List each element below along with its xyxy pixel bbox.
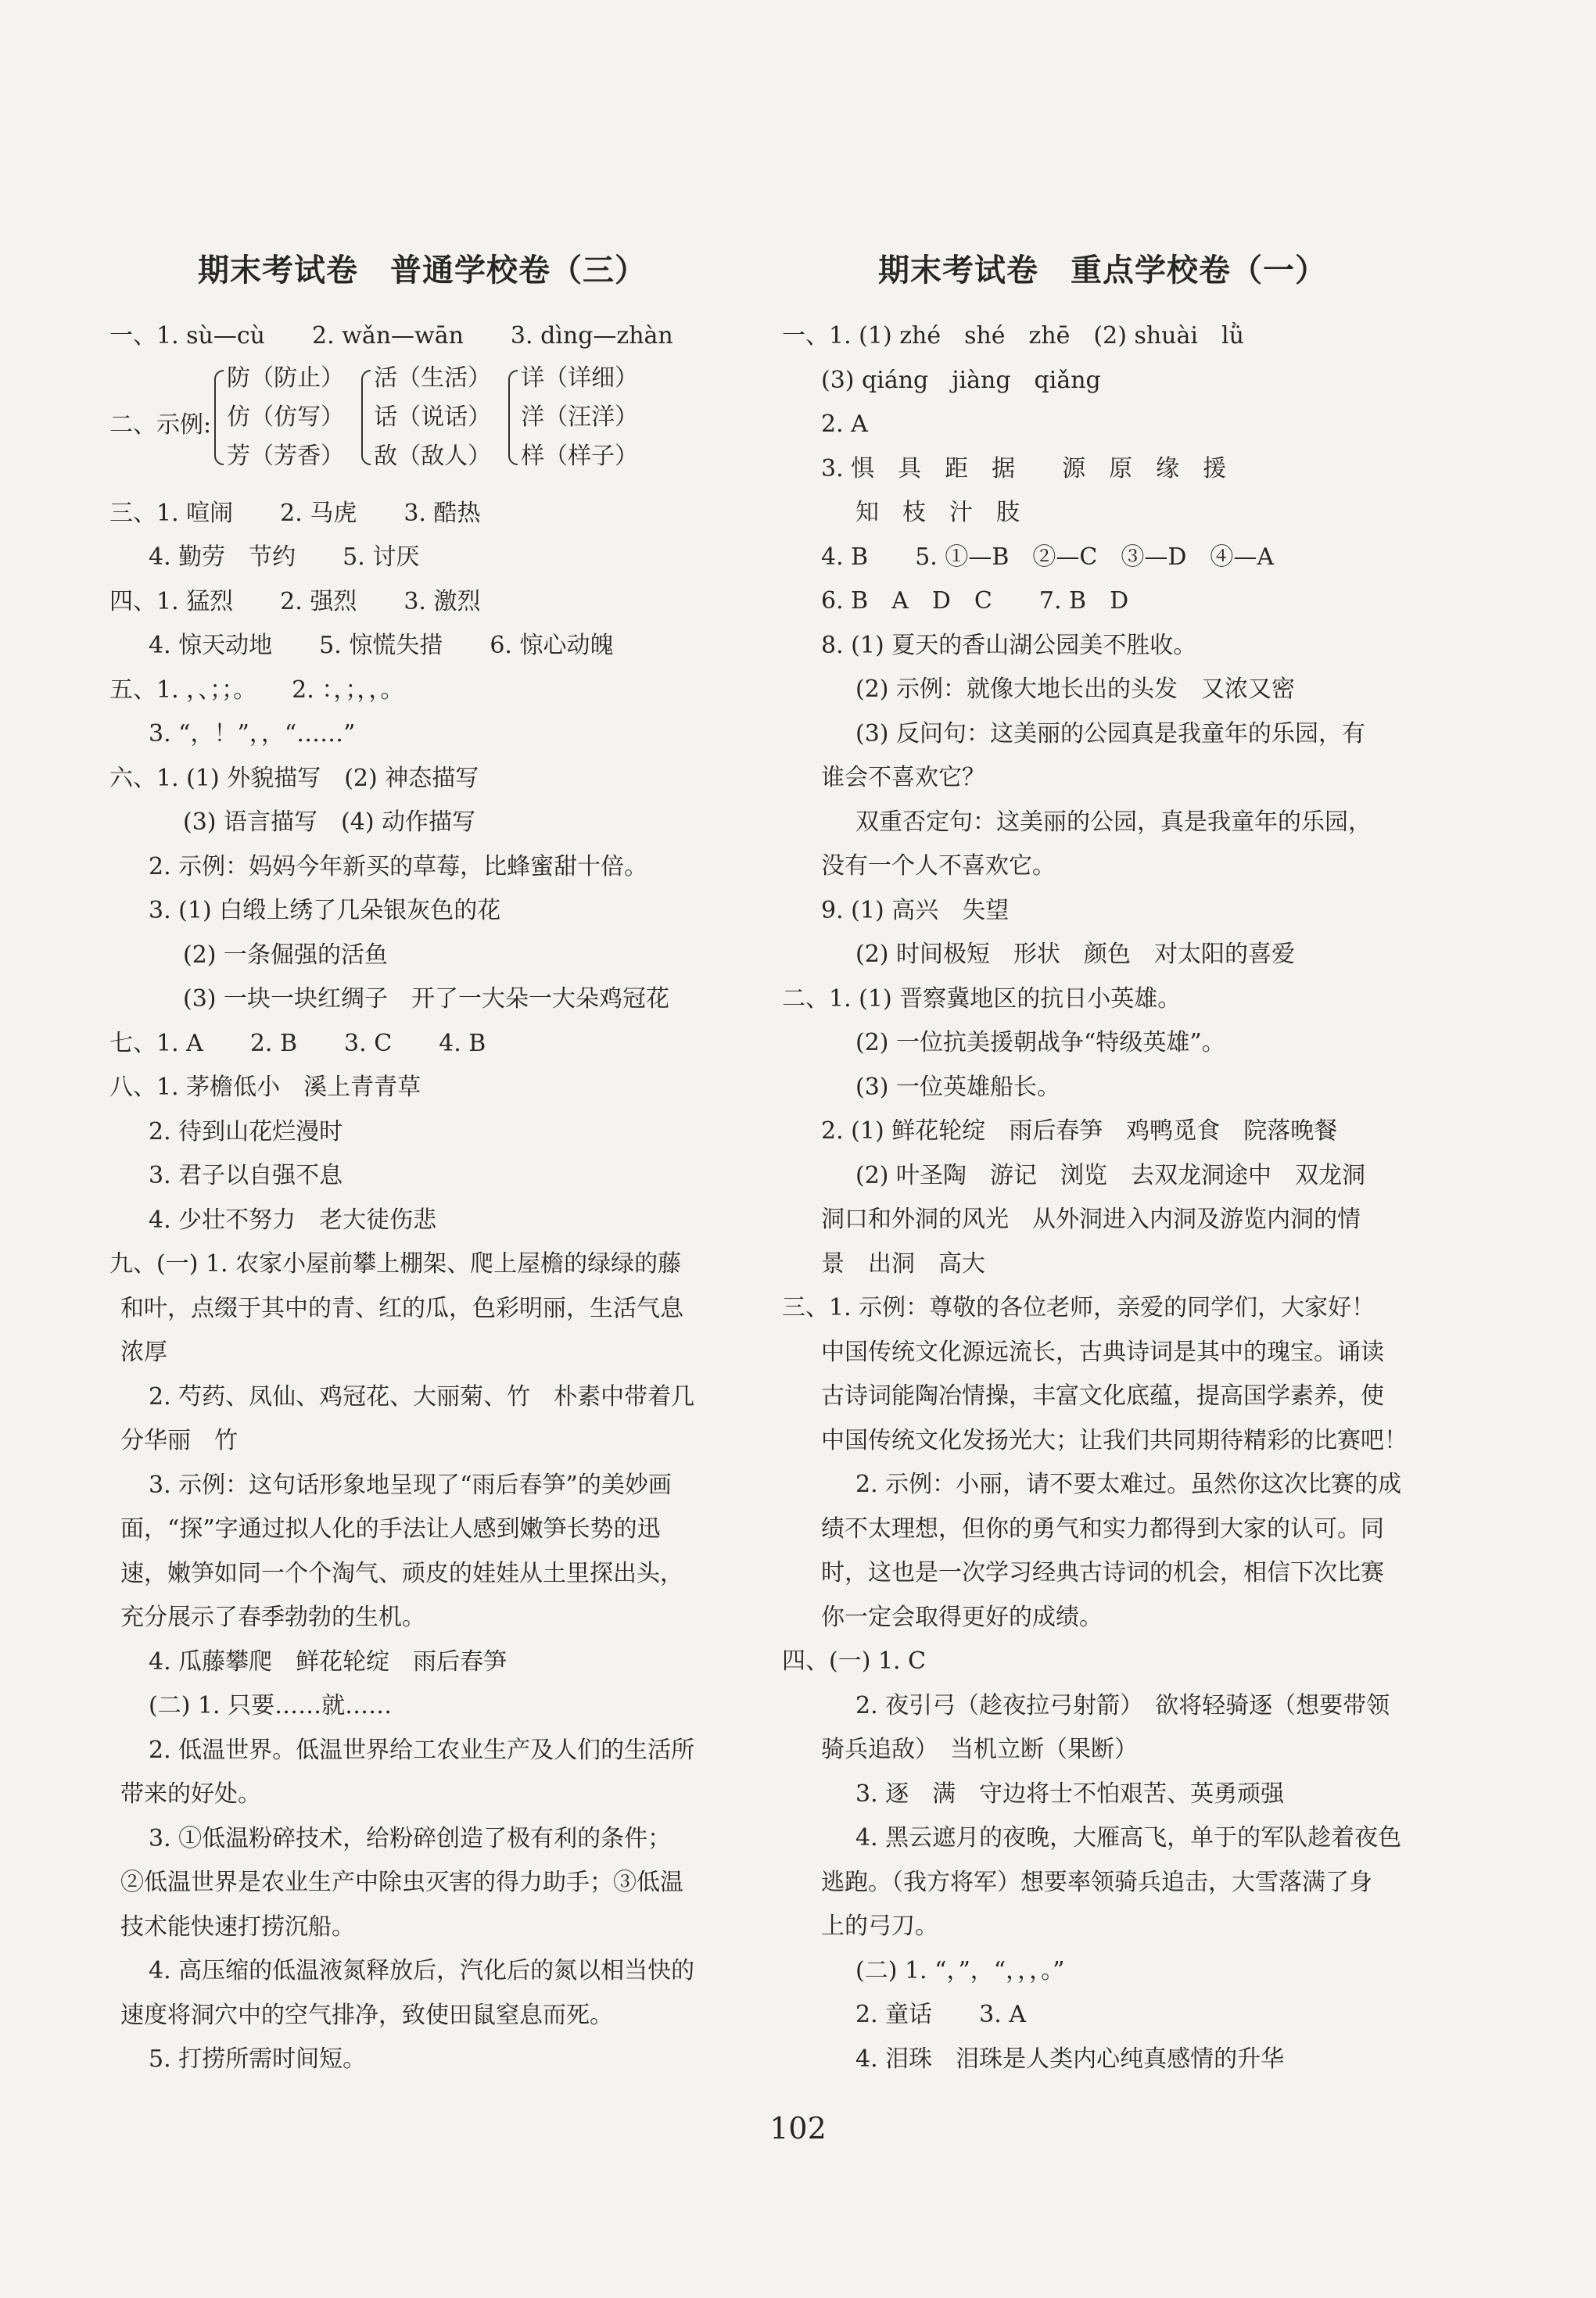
answer-line: 中国传统文化源远流长，古典诗词是其中的瑰宝。诵读 [821, 1338, 1384, 1366]
answer-line: 面，“探”字通过拟人化的手法让人感到嫩笋长势的迅 [120, 1515, 661, 1543]
answer-line: 2. 低温世界。低温世界给工农业生产及人们的生活所 [149, 1736, 695, 1764]
answer-line: 充分展示了春季勃勃的生机。 [120, 1604, 425, 1631]
answer-line: 6. B A D C 7. B D [821, 587, 1129, 615]
answer-line: 速度将洞穴中的空气排净，致使田鼠窒息而死。 [120, 2001, 613, 2029]
answer-line: 4. 泪珠 泪珠是人类内心纯真感情的升华 [855, 2045, 1285, 2073]
answer-line: 2. 待到山花烂漫时 [149, 1117, 343, 1145]
answer-line: 2. 夜引弓（趁夜拉弓射箭） 欲将轻骑逐（想要带领 [855, 1691, 1390, 1719]
answer-line: (3) 反问句：这美丽的公园真是我童年的乐园，有 [855, 719, 1366, 747]
answer-line: 9. (1) 高兴 失望 [821, 896, 1010, 924]
answer-line: 3. ①低温粉碎技术，给粉碎创造了极有利的条件； [149, 1824, 672, 1852]
answer-line: (2) 时间极短 形状 颜色 对太阳的喜爱 [855, 941, 1296, 968]
brace-icon [214, 370, 224, 465]
answer-line: 2. (1) 鲜花轮绽 雨后春笋 鸡鸭觅食 院落晚餐 [821, 1117, 1338, 1145]
example-item: 洋（汪洋） [521, 403, 639, 431]
example-groups [211, 359, 652, 476]
answer-line: 一、1. (1) zhé shé zhē (2) shuài lǜ [782, 322, 1244, 350]
left-lines-before [109, 314, 735, 359]
answer-line: 4. 惊天动地 5. 惊慌失措 6. 惊心动魄 [149, 632, 614, 659]
answer-line: 8. (1) 夏天的香山湖公园美不胜收。 [821, 631, 1197, 659]
left-lines [109, 492, 735, 2082]
right-lines [782, 314, 1423, 2081]
answer-line: 双重否定句：这美丽的公园，真是我童年的乐园， [855, 808, 1372, 836]
right-column [782, 249, 1423, 2081]
answer-line: 时，这也是一次学习经典古诗词的机会，相信下次比赛 [821, 1559, 1384, 1586]
answer-line: (3) 语言描写 (4) 动作描写 [183, 808, 476, 836]
right-column-title: 期末考试卷 重点学校卷（一） [878, 253, 1327, 289]
answer-line: 五、1. ，、；；。 2. ：，；，，。 [109, 676, 404, 704]
example-group [214, 359, 344, 476]
answer-line: 4. B 5. ①—B ②—C ③—D ④—A [821, 543, 1275, 571]
answer-line: 速，嫩笋如同一个个淘气、顽皮的娃娃从土里探出头， [120, 1559, 683, 1587]
answer-line: 4. 高压缩的低温液氮释放后，汽化后的氮以相当快的 [149, 1957, 695, 1984]
answer-line: (2) 示例：就像大地长出的头发 又浓又密 [855, 676, 1296, 703]
answer-line: (2) 叶圣陶 游记 浏览 去双龙洞途中 双龙洞 [855, 1161, 1366, 1189]
example-item: 防（防止） [227, 364, 345, 392]
answer-line: (二) 1. “，”，“，，，。” [855, 1956, 1065, 1984]
answer-line: 一、1. sù—cù 2. wǎn—wān 3. dìng—zhàn [109, 322, 673, 350]
answer-line: 分华丽 竹 [120, 1427, 238, 1454]
page-number: 102 [769, 2111, 827, 2146]
answer-line: 二、1. (1) 晋察冀地区的抗日小英雄。 [782, 984, 1182, 1013]
answer-line: (3) 一位英雄船长。 [855, 1073, 1061, 1101]
answer-line: 古诗词能陶冶情操，丰富文化底蕴，提高国学素养，使 [821, 1382, 1384, 1410]
example-group [508, 359, 638, 476]
brace-icon [508, 370, 518, 465]
example-label: 二、示例: [109, 410, 212, 439]
answer-line: (3) 一块一块红绸子 开了一大朵一大朵鸡冠花 [183, 985, 670, 1013]
answer-line: 绩不太理想，但你的勇气和实力都得到大家的认可。同 [821, 1515, 1384, 1543]
left-column-title: 期末考试卷 普通学校卷（三） [198, 253, 647, 289]
example-item: 敌（敌人） [374, 442, 492, 470]
left-column [109, 249, 735, 2082]
answer-line: 2. 示例：妈妈今年新买的草莓，比蜂蜜甜十倍。 [149, 852, 648, 880]
answer-line: 4. 瓜藤攀爬 鲜花轮绽 雨后春笋 [149, 1647, 507, 1676]
answer-line: 3. 逐 满 守边将士不怕艰苦、英勇顽强 [855, 1780, 1285, 1808]
answer-line: 技术能快速打捞沉船。 [120, 1913, 355, 1941]
answer-line: 洞口和外洞的风光 从外洞进入内洞及游览内洞的情 [821, 1206, 1361, 1233]
answer-line: 3. “，！”，，“……” [149, 720, 356, 747]
answer-line: 5. 打捞所需时间短。 [149, 2045, 367, 2073]
example-item: 详（详细） [521, 364, 639, 392]
answer-line: 4. 少壮不努力 老大徒伤悲 [149, 1206, 437, 1234]
answer-line: 知 枝 汁 肢 [855, 499, 1020, 526]
example-item: 活（生活） [374, 364, 492, 392]
answer-line: 和叶，点缀于其中的青、红的瓜，色彩明丽，生活气息 [120, 1294, 683, 1322]
answer-line: 你一定会取得更好的成绩。 [821, 1603, 1103, 1631]
answer-line: 2. A [821, 410, 868, 438]
brace-icon [361, 370, 371, 465]
answer-line: 三、1. 喧闹 2. 马虎 3. 酷热 [109, 499, 481, 527]
example-item: 话（说话） [374, 403, 492, 431]
answer-line: 没有一个人不喜欢它。 [821, 852, 1056, 880]
answer-line: 3. 惧 具 距 据 源 原 缘 援 [821, 454, 1227, 482]
answer-line: 4. 黑云遮月的夜晚，大雁高飞，单于的军队趁着夜色 [855, 1824, 1402, 1852]
answer-line: 六、1. (1) 外貌描写 (2) 神态描写 [109, 764, 479, 792]
answer-line: (2) 一条倔强的活鱼 [183, 941, 389, 969]
answer-line: 谁会不喜欢它？ [821, 764, 985, 791]
answer-line: 浓厚 [120, 1339, 167, 1366]
answer-line: 中国传统文化发扬光大；让我们共同期待精彩的比赛吧！ [821, 1426, 1408, 1454]
answer-line: 四、1. 猛烈 2. 强烈 3. 激烈 [109, 587, 481, 615]
answer-line: 八、1. 茅檐低小 溪上青青草 [109, 1074, 421, 1101]
answer-line: ②低温世界是农业生产中除虫灭害的得力助手；③低温 [120, 1869, 683, 1896]
answer-line: 七、1. A 2. B 3. C 4. B [109, 1029, 486, 1057]
example-row [109, 359, 735, 492]
answer-line: (3) qiáng jiàng qiǎng [821, 366, 1101, 394]
example-group [361, 359, 491, 476]
answer-line: 3. 君子以自强不息 [149, 1162, 343, 1189]
answer-line: 逃跑。（我方将军）想要率领骑兵追击，大雪落满了身 [821, 1868, 1372, 1896]
answer-line: 2. 示例：小丽，请不要太难过。虽然你这次比赛的成 [855, 1471, 1402, 1498]
answer-line: (二) 1. 只要……就…… [149, 1692, 393, 1719]
answer-line: 四、(一) 1. C [782, 1647, 927, 1675]
answer-line: (2) 一位抗美援朝战争“特级英雄”。 [855, 1029, 1225, 1056]
example-item: 芳（芳香） [227, 442, 345, 470]
answer-line: 骑兵追敌） 当机立断（果断） [821, 1736, 1138, 1763]
answer-line: 九、(一) 1. 农家小屋前攀上棚架、爬上屋檐的绿绿的藤 [109, 1250, 682, 1278]
answer-line: 上的弓刀。 [821, 1913, 938, 1940]
answer-line: 三、1. 示例：尊敬的各位老师，亲爱的同学们，大家好！ [782, 1294, 1375, 1321]
answer-line: 2. 童话 3. A [855, 2001, 1026, 2028]
answer-line: 景 出洞 高大 [821, 1249, 985, 1278]
answer-line: 3. 示例：这句话形象地呈现了“雨后春笋”的美妙画 [149, 1471, 672, 1499]
example-item: 仿（仿写） [227, 403, 345, 431]
answer-line: 4. 勤劳 节约 5. 讨厌 [149, 543, 420, 571]
answer-line: 3. (1) 白缎上绣了几朵银灰色的花 [149, 897, 501, 924]
answer-line: 2. 芍药、凤仙、鸡冠花、大丽菊、竹 朴素中带着几 [149, 1382, 695, 1411]
answer-line: 带来的好处。 [120, 1780, 261, 1808]
example-item: 样（样子） [521, 442, 639, 470]
